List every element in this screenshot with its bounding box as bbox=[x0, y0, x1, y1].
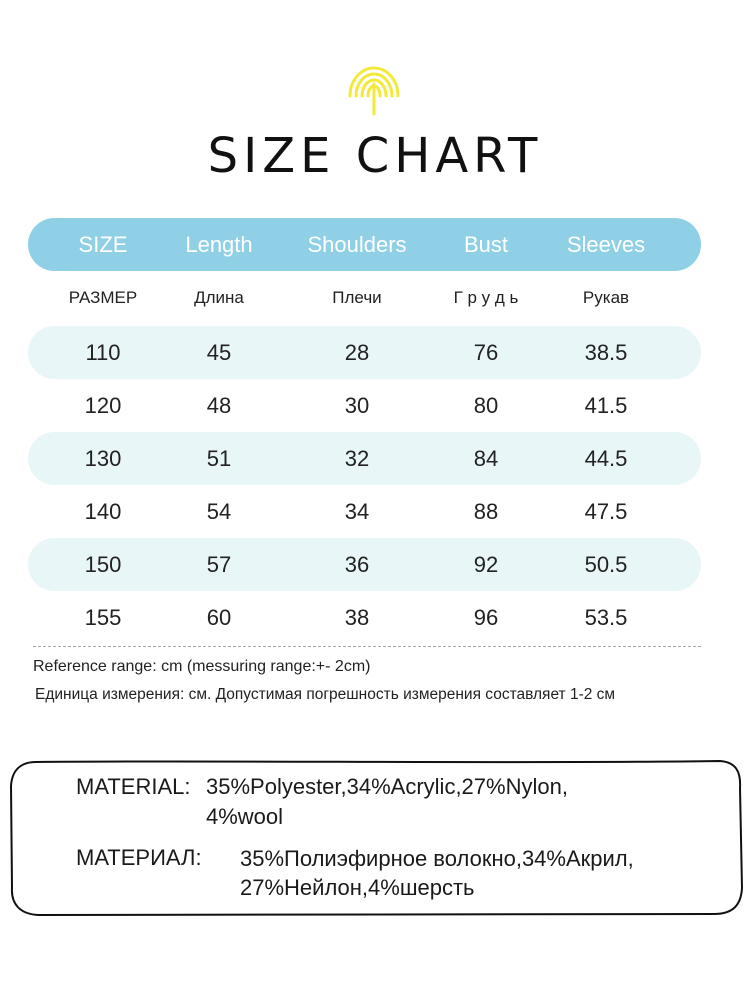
reference-note-en: Reference range: cm (messuring range:+- 2cm) bbox=[33, 658, 371, 675]
subheader-size-ru: РАЗМЕР bbox=[68, 288, 138, 307]
table-cell: 50.5 bbox=[584, 552, 628, 577]
material-text-en-2: 4%wool bbox=[206, 804, 284, 829]
table-cell: 84 bbox=[473, 446, 499, 471]
header-size: SIZE bbox=[78, 232, 128, 257]
rainbow-tree-icon bbox=[346, 62, 402, 116]
subheader-bust-ru: Г р у д ь bbox=[453, 288, 519, 307]
table-cell: 48 bbox=[206, 393, 232, 418]
table-cell: 36 bbox=[344, 552, 370, 577]
header-sleeves: Sleeves bbox=[566, 232, 646, 257]
table-cell: 38 bbox=[344, 605, 370, 630]
table-cell: 32 bbox=[344, 446, 370, 471]
header-length: Length bbox=[185, 232, 253, 257]
material-text-ru-2: 27%Нейлон,4%шерсть bbox=[240, 875, 475, 900]
reference-note-ru: Единица измерения: см. Допустимая погрешность измерения составляет 1-2 см bbox=[35, 686, 616, 703]
dashed-divider bbox=[33, 646, 701, 647]
table-cell: 53.5 bbox=[584, 605, 628, 630]
table-cell: 54 bbox=[206, 499, 232, 524]
table-cell: 130 bbox=[84, 446, 122, 471]
table-cell: 60 bbox=[206, 605, 232, 630]
table-cell: 34 bbox=[344, 499, 370, 524]
table-cell: 30 bbox=[344, 393, 370, 418]
table-cell: 47.5 bbox=[584, 499, 628, 524]
table-cell: 38.5 bbox=[584, 340, 628, 365]
page-title: SIZE CHART bbox=[207, 128, 543, 184]
table-cell: 120 bbox=[84, 393, 122, 418]
material-label-ru: МАТЕРИАЛ: bbox=[76, 845, 202, 870]
table-cell: 57 bbox=[206, 552, 232, 577]
subheader-shoulders-ru: Плечи bbox=[332, 288, 382, 307]
header-shoulders: Shoulders bbox=[307, 232, 407, 257]
table-cell: 44.5 bbox=[584, 446, 628, 471]
table-cell: 51 bbox=[206, 446, 232, 471]
material-text-en-1: 35%Polyester,34%Acrylic,27%Nylon, bbox=[206, 774, 568, 799]
subheader-length-ru: Длина bbox=[194, 288, 244, 307]
table-cell: 88 bbox=[473, 499, 499, 524]
subheader-sleeves-ru: Рукав bbox=[582, 288, 630, 307]
table-cell: 41.5 bbox=[584, 393, 628, 418]
table-cell: 80 bbox=[473, 393, 499, 418]
table-cell: 45 bbox=[206, 340, 232, 365]
table-cell: 110 bbox=[85, 340, 121, 365]
table-cell: 155 bbox=[84, 605, 122, 630]
table-cell: 28 bbox=[344, 340, 370, 365]
table-cell: 150 bbox=[84, 552, 122, 577]
table-cell: 76 bbox=[473, 340, 499, 365]
table-cell: 96 bbox=[473, 605, 499, 630]
table-cell: 92 bbox=[473, 552, 499, 577]
material-label-en: MATERIAL: bbox=[76, 774, 191, 799]
material-text-ru-1: 35%Полиэфирное волокно,34%Акрил, bbox=[240, 846, 634, 871]
header-bust: Bust bbox=[463, 232, 509, 257]
table-cell: 140 bbox=[84, 499, 122, 524]
